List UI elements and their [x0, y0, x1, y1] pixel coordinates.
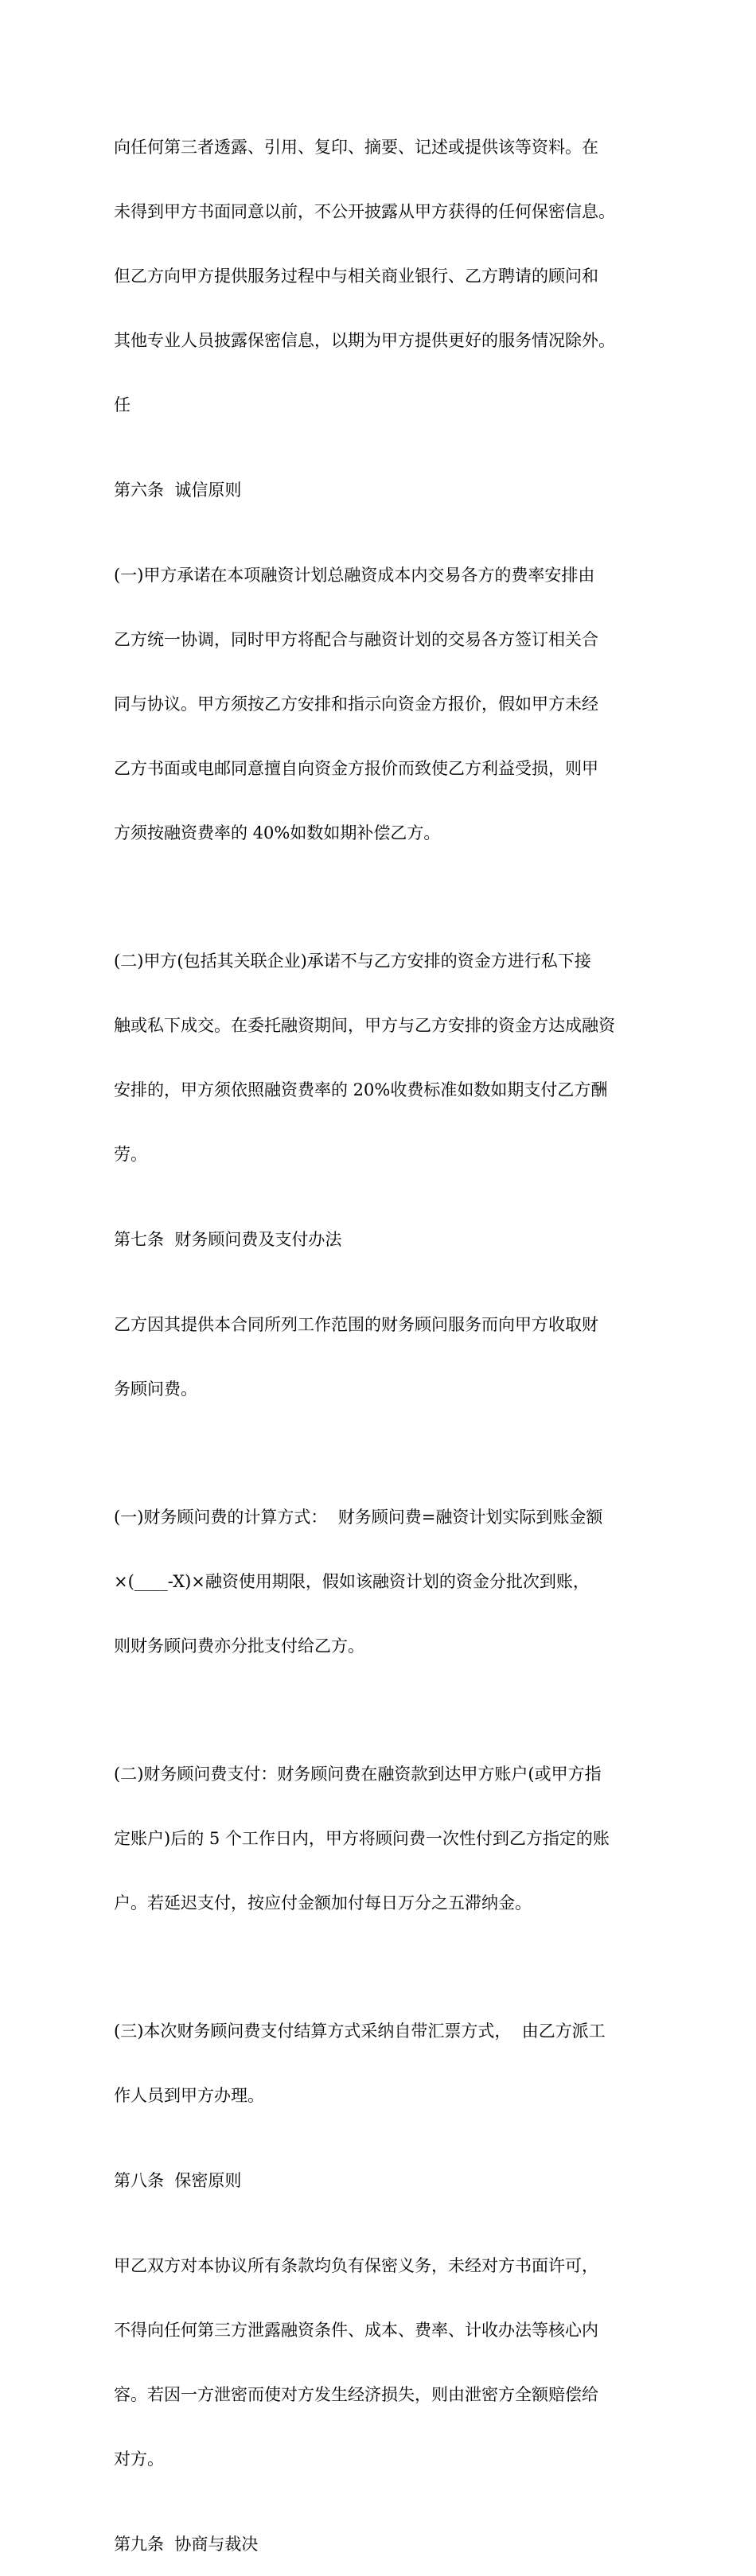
text-line: 乙方因其提供本合同所列工作范围的财务顾问服务而向甲方收取财	[114, 1315, 598, 1334]
paragraph-article-7-item-3	[114, 1978, 649, 2150]
text-line: 户。若延迟支付，按应付金额加付每日万分之五滞纳金。	[114, 1893, 532, 1913]
paragraph-article-8	[114, 2212, 649, 2513]
paragraph-article-7-intro	[114, 1271, 649, 1443]
document-page	[114, 94, 649, 2576]
text-line: 触或私下成交。在委托融资期间，甲方与乙方安排的资金方达成融资	[114, 1016, 615, 1035]
text-line: 甲乙双方对本协议所有条款均负有保密义务，未经对方书面许可，	[114, 2256, 598, 2275]
text-line: (一)甲方承诺在本项融资计划总融资成本内交易各方的费率安排由	[114, 566, 595, 585]
text-line: 未得到甲方书面同意以前，不公开披露从甲方获得的任何保密信息。	[114, 202, 615, 221]
text-line: 任	[114, 395, 131, 414]
text-line: 安排的，甲方须依照融资费率的 20%收费标准如数如期支付乙方酬	[114, 1080, 608, 1099]
text-line: 作人员到甲方办理。	[114, 2086, 264, 2105]
text-line: (一)财务顾问费的计算方式： 财务顾问费=融资计划实际到账金额	[114, 1508, 603, 1527]
text-line: 劳。	[114, 1145, 147, 1164]
text-line: 其他专业人员披露保密信息，以期为甲方提供更好的服务情况除外。	[114, 331, 615, 350]
section-heading-article-9: 第九条 协商与裁决	[114, 2535, 259, 2554]
text-line: 不得向任何第三方泄露融资条件、成本、费率、计收办法等核心内	[114, 2321, 598, 2340]
text-line: 务顾问费。	[114, 1379, 197, 1399]
text-line: ×(____-X)×融资使用期限，假如该融资计划的资金分批次到账，	[114, 1572, 590, 1591]
text-line: 但乙方向甲方提供服务过程中与相关商业银行、乙方聘请的顾问和	[114, 267, 598, 286]
text-line: 向任何第三者透露、引用、复印、摘要、记述或提供该等资料。在	[114, 138, 598, 157]
paragraph-article-7-item-1	[114, 1464, 649, 1700]
text-line: (三)本次财务顾问费支付结算方式采纳自带汇票方式， 由乙方派工	[114, 2021, 606, 2041]
paragraph-article-6-item-2	[114, 908, 649, 1208]
text-line: 对方。	[114, 2450, 164, 2469]
text-line: (二)甲方(包括其关联企业)承诺不与乙方安排的资金方进行私下接	[114, 951, 591, 971]
paragraph-confidentiality-continued	[114, 94, 649, 459]
text-line: 同与协议。甲方须按乙方安排和指示向资金方报价，假如甲方未经	[114, 695, 598, 714]
text-line: 定账户)后的 5 个工作日内，甲方将顾问费一次性付到乙方指定的账	[114, 1829, 610, 1848]
text-line: 乙方统一协调，同时甲方将配合与融资计划的交易各方签订相关合	[114, 630, 598, 649]
text-line: 容。若因一方泄密而使对方发生经济损失，则由泄密方全额赔偿给	[114, 2385, 598, 2404]
paragraph-article-7-item-2	[114, 1721, 649, 1957]
section-heading-article-6: 第六条 诚信原则	[114, 481, 242, 500]
section-heading-article-7: 第七条 财务顾问费及支付办法	[114, 1230, 342, 1249]
text-line: 方须按融资费率的 40%如数如期补偿乙方。	[114, 823, 441, 842]
paragraph-article-6-item-1	[114, 522, 649, 887]
text-line: (二)财务顾问费支付：财务顾问费在融资款到达甲方账户(或甲方指	[114, 1765, 602, 1784]
text-line: 乙方书面或电邮同意擅自向资金方报价而致使乙方利益受损，则甲	[114, 759, 598, 778]
section-heading-article-8: 第八条 保密原则	[114, 2171, 242, 2190]
text-line: 则财务顾问费亦分批支付给乙方。	[114, 1636, 364, 1656]
